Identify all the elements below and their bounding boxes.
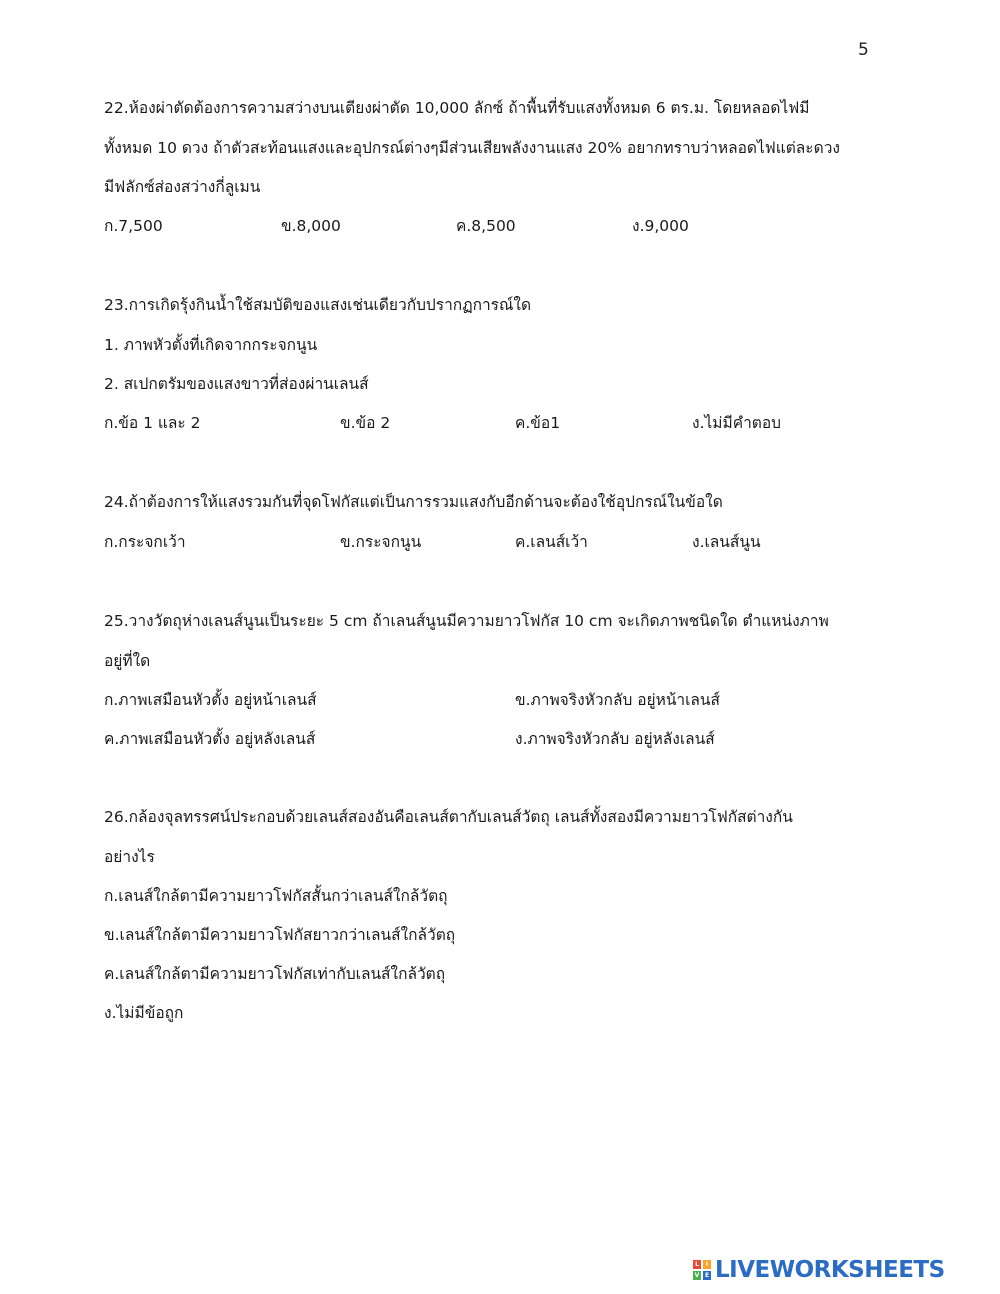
question-text-line: 24.ถ้าต้องการให้แสงรวมกันที่จุดโฟกัสแต่เป็นการรวมแสงกับอีกด้านจะต้องใช้อุปกรณ์ในข้อใด (104, 493, 723, 511)
answer-option: ก.7,500 (104, 217, 163, 235)
answer-option: ก.กระจกเว้า (104, 533, 186, 551)
logo-text: LIVEWORKSHEETS (715, 1257, 945, 1283)
question-text-line: อยู่ที่ใด (104, 652, 151, 670)
question-text-line: 25.วางวัตถุห่างเลนส์นูนเป็นระยะ 5 cm ถ้าเลนส์นูนมีความยาวโฟกัส 10 cm จะเกิดภาพชนิดใด ตำแหน่งภาพ (104, 612, 829, 630)
answer-option: ข.ภาพจริงหัวกลับ อยู่หน้าเลนส์ (515, 691, 720, 709)
answer-option: ข.8,000 (281, 217, 341, 235)
answer-option: ค.8,500 (456, 217, 516, 235)
answer-option: ก.ข้อ 1 และ 2 (104, 414, 201, 432)
answer-option: ค.เลนส์เว้า (515, 533, 588, 551)
answer-option: ง.ภาพจริงหัวกลับ อยู่หลังเลนส์ (515, 730, 715, 748)
logo-tile: I (703, 1260, 711, 1269)
logo-tile: E (704, 1272, 710, 1279)
question-text-line: ทั้งหมด 10 ดวง ถ้าตัวสะท้อนแสงและอุปกรณ์ต่างๆมีส่วนเสียพลังงานแสง 20% อยากทราบว่าหลอดไฟแต่ละดวง (104, 139, 840, 157)
answer-option: ข.กระจกนูน (340, 533, 422, 551)
answer-option: ง.เลนส์นูน (692, 533, 761, 551)
answer-option: ก.เลนส์ใกล้ตามีความยาวโฟกัสสั้นกว่าเลนส์ใกล้วัตถุ (104, 887, 448, 905)
question-text-line: 1. ภาพหัวตั้งที่เกิดจากกระจกนูน (104, 336, 318, 354)
question-text-line: มีฟลักซ์ส่องสว่างกี่ลูเมน (104, 178, 261, 196)
question-text-line: 26.กล้องจุลทรรศน์ประกอบด้วยเลนส์สองอันคือเลนส์ตากับเลนส์วัตถุ เลนส์ทั้งสองมีความยาวโฟกัสต่างกัน (104, 808, 793, 826)
answer-option: ง.ไม่มีคำตอบ (692, 414, 782, 432)
question-text-line: อย่างไร (104, 848, 155, 866)
liveworksheets-logo (693, 1256, 945, 1284)
page-number: 5 (858, 40, 869, 60)
question-text-line: 22.ห้องผ่าตัดต้องการความสว่างบนเตียงผ่าตัด 10,000 ลักซ์ ถ้าพื้นที่รับแสงทั้งหมด 6 ตร.ม. โดยหลอดไฟมี (104, 99, 810, 117)
answer-option: ง.ไม่มีข้อถูก (104, 1004, 184, 1022)
question-text-line: 2. สเปกตรัมของแสงขาวที่ส่องผ่านเลนส์ (104, 375, 369, 393)
answer-option: ค.ข้อ1 (515, 414, 561, 432)
question-text-line: 23.การเกิดรุ้งกินน้ำใช้สมบัติของแสงเช่นเดียวกับปรากฏการณ์ใด (104, 296, 532, 314)
answer-option: ค.เลนส์ใกล้ตามีความยาวโฟกัสเท่ากับเลนส์ใกล้วัตถุ (104, 965, 446, 983)
answer-option: ง.9,000 (632, 217, 689, 235)
logo-icon (693, 1260, 711, 1280)
answer-option: ข.เลนส์ใกล้ตามีความยาวโฟกัสยาวกว่าเลนส์ใกล้วัตถุ (104, 926, 456, 944)
logo-tile: V (694, 1272, 700, 1279)
answer-option: ข.ข้อ 2 (340, 414, 391, 432)
answer-option: ค.ภาพเสมือนหัวตั้ง อยู่หลังเลนส์ (104, 730, 316, 748)
answer-option: ก.ภาพเสมือนหัวตั้ง อยู่หน้าเลนส์ (104, 691, 317, 709)
logo-tile: L (693, 1260, 701, 1269)
